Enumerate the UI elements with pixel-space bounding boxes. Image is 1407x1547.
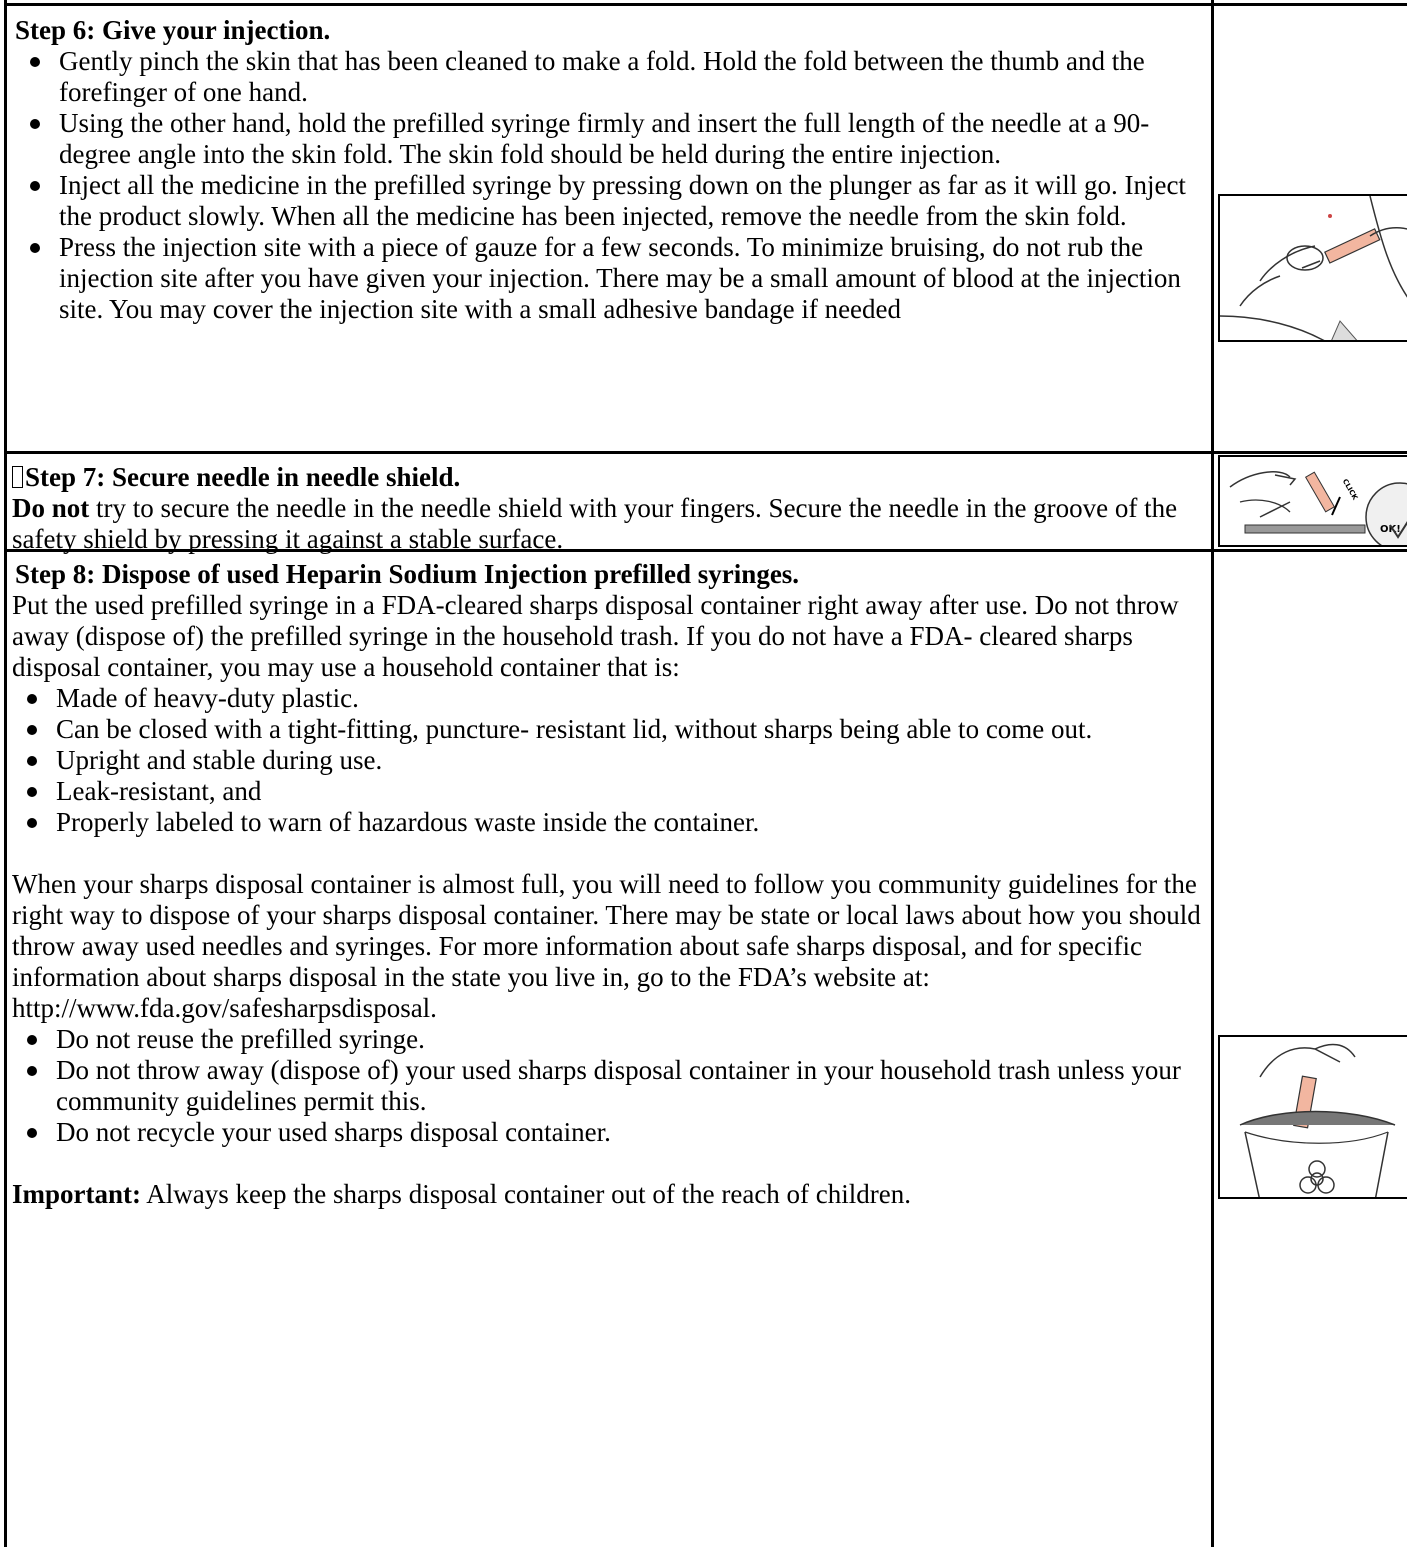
reuse-warnings-list xyxy=(12,1024,1209,1148)
injection-illustration xyxy=(1218,194,1407,342)
click-label: CLICK xyxy=(1340,477,1360,502)
list-item: Inject all the medicine in the prefilled syringe by pressing down on the plunger as far as it will go. Inject the product slowly. When all the medicine has been injected, remove the needle from the skin fold. xyxy=(15,170,1209,232)
list-item: Do not throw away (dispose of) your used sharps disposal container in your household trash unless your community guidelines permit this. xyxy=(12,1055,1209,1117)
step7-title: Step 7: Secure needle in needle shield. xyxy=(12,462,1209,493)
table-left-border xyxy=(4,0,7,1547)
list-item: Do not recycle your used sharps disposal container. xyxy=(12,1117,1209,1148)
list-item: Do not reuse the prefilled syringe. xyxy=(12,1024,1209,1055)
list-item: Leak-resistant, and xyxy=(12,776,1209,807)
list-item: Made of heavy-duty plastic. xyxy=(12,683,1209,714)
list-item: Properly labeled to warn of hazardous waste inside the container. xyxy=(12,807,1209,838)
sharps-container-illustration xyxy=(1218,1035,1407,1199)
container-requirements-list xyxy=(12,683,1209,838)
list-item: Can be closed with a tight-fitting, puncture- resistant lid, without sharps being able to come out. xyxy=(12,714,1209,745)
step7-cell xyxy=(12,462,1209,555)
step6-bullet-list xyxy=(15,46,1209,325)
step8-title: Step 8: Dispose of used Heparin Sodium Injection prefilled syringes. xyxy=(15,559,800,589)
list-item: Press the injection site with a piece of gauze for a few seconds. To minimize bruising, do not rub the injection site after you have given your injection. There may be a small amount of blood at the injection site. You may cover the injection site with a small adhesive bandage if needed xyxy=(15,232,1209,325)
ok-label: OK! xyxy=(1380,524,1401,535)
important-label: Important: xyxy=(12,1179,141,1209)
list-item: Gently pinch the skin that has been cleaned to make a fold. Hold the fold between the thumb and the forefinger of one hand. xyxy=(15,46,1209,108)
list-item: Using the other hand, hold the prefilled syringe firmly and insert the full length of the needle at a 90-degree angle into the skin fold. The skin fold should be held during the entire injection. xyxy=(15,108,1209,170)
list-item: Upright and stable during use. xyxy=(12,745,1209,776)
step8-guidance: When your sharps disposal container is almost full, you will need to follow you community guidelines for the right way to dispose of your sharps disposal container. There may be state or local laws about how you should throw away used needles and syringes. For more information about safe sharps disposal, and for specific information about sharps disposal in the state you live in, go to the FDA’s website at: http://www.fda.gov/safesharpsdisposal. xyxy=(12,869,1201,1023)
do-not-label: Do not xyxy=(12,493,90,523)
step8-intro: Put the used prefilled syringe in a FDA-cleared sharps disposal container right away after use. Do not throw away (dispose of) the prefilled syringe in the household trash. If you do not have a FDA- cleared sharps disposal container, you may use a household container that is: xyxy=(12,590,1179,682)
step7-text: Do not try to secure the needle in the needle shield with your fingers. Secure the needle in the groove of the safety shield by pressing it against a stable surface. xyxy=(12,493,1178,554)
missing-glyph-box xyxy=(12,466,23,488)
table-column-divider xyxy=(1211,0,1214,1547)
needle-shield-illustration xyxy=(1218,455,1407,547)
table-top-border xyxy=(4,3,1407,6)
important-note: Important: Always keep the sharps disposal container out of the reach of children. xyxy=(12,1179,912,1209)
step6-title: Step 6: Give your injection. xyxy=(15,15,331,45)
step6-cell xyxy=(15,15,1209,325)
step8-cell xyxy=(12,559,1209,1210)
row-divider-step6 xyxy=(4,451,1407,454)
